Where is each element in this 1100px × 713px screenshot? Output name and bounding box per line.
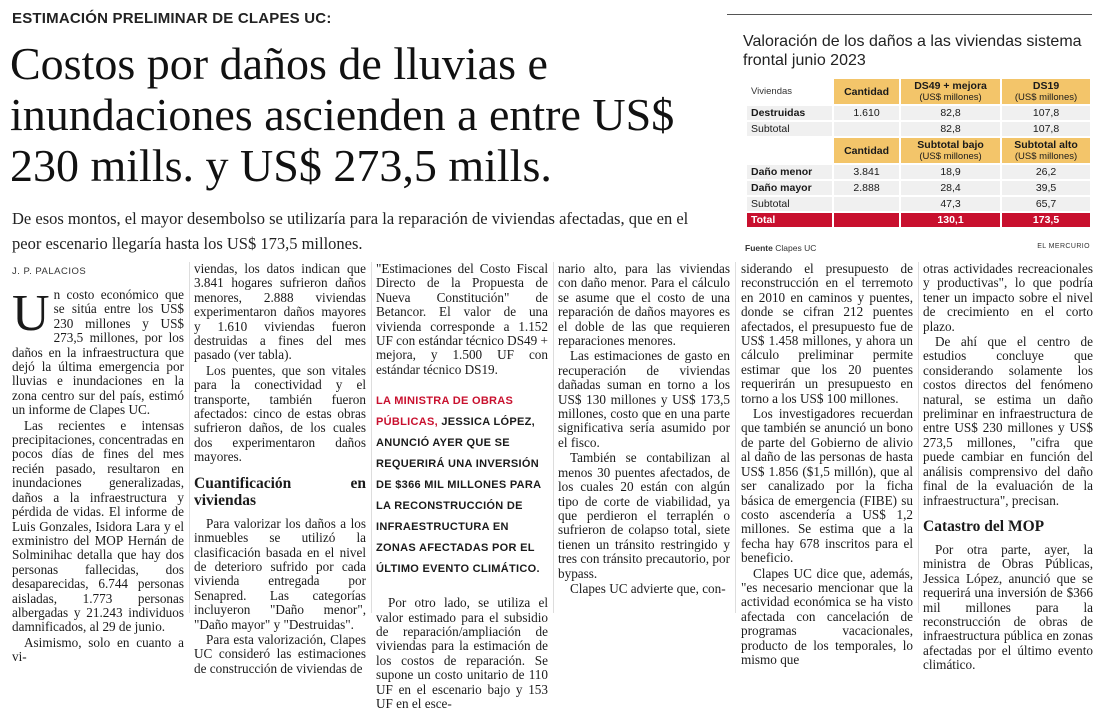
article-column-1 xyxy=(12,285,184,666)
paragraph: nario alto, para las viviendas con daño menor. Para el cálculo se asume que el costo de una reparación de daños mayores es el doble de las que requieren reparaciones menores. xyxy=(558,261,730,349)
paragraph: n costo económico que se sitúa entre los US$ 230 millones y US$ 273,5 millones, por los daños en la infraestructura que dejó la última emergencia por lluvias e inundaciones en la zona centro sur del país, estimó un informe de Clapes UC. xyxy=(12,287,184,418)
paragraph: También se contabilizan al menos 30 puentes afectados, de los cuales 20 están con algún tipo de corte de viabilidad, ya que perdieron el terraplén o sufrieron de colapso total, siete tienen un tránsito restringido y tres con tránsito precautorio, por bypass. xyxy=(558,450,730,581)
paragraph: siderando el presupuesto de reconstrucción en el terremoto en 2010 en caminos y puentes, donde se cifran 212 puentes afectados, el presupuesto fue de US$ 1.458 millones, y ahora un cálculo preliminar permite estimar que los 20 puentes requerirán un presupuesto en torno a los US$ 100 millones. xyxy=(741,261,913,406)
table-row: Subtotal 47,3 65,7 xyxy=(747,197,1090,211)
table-header-row xyxy=(747,138,1090,163)
table-total-row: Total 130,1 173,5 xyxy=(747,213,1090,227)
article-column-6 xyxy=(923,262,1093,674)
paragraph: viendas, los datos indican que 3.841 hogares sufrieron daños menores, 2.888 viviendas experimentaron daños mayores y 1.610 viviendas fueron destruidas a fines del mes pasado (ver tabla). xyxy=(194,261,366,363)
table-corner: Viviendas xyxy=(751,86,793,97)
infographic-rule xyxy=(727,14,1092,15)
column-header: Subtotal bajo (US$ millones) xyxy=(901,138,1000,163)
column-header: Subtotal alto (US$ millones) xyxy=(1002,138,1090,163)
table-row: Daño mayor 2.888 28,4 39,5 xyxy=(747,181,1090,195)
column-header: DS49 + mejora (US$ millones) xyxy=(901,79,1000,104)
paragraph: Los investigadores recuerdan que también se anunció un bono de parte del Gobierno de alivio al daño de las personas de hasta US$ 1.856 ($1,5 millón), que al ser canalizado por la ficha básica de emergencia (FIBE) su costo ascendería a US$ 1,2 millones. Se estima que a la fecha hay 678 inscritos para el beneficio. xyxy=(741,406,913,566)
pull-quote xyxy=(376,391,548,580)
paragraph: Los puentes, que son vitales para la conectividad y el transporte, también fueron afectados: cinco de estas obras sufrieron daños, de los cuales dos experimentaron daños mayores. xyxy=(194,362,366,465)
table-header-row xyxy=(747,79,1090,104)
paragraph: otras actividades recreacionales y productivas", lo que podría tener un impacto sobre el nivel de crecimiento en el corto plazo. xyxy=(923,261,1093,334)
paragraph: Clapes UC advierte que, con- xyxy=(570,580,726,596)
paragraph: Asimismo, solo en cuanto a vi- xyxy=(12,634,184,665)
article-column-4 xyxy=(558,262,730,597)
section-heading: Catastro del MOP xyxy=(923,517,1045,535)
paragraph: Las recientes e intensas precipitaciones, concentradas en pocos días de fines del mes recién pasado, resultaron en inundaciones generalizadas, daños a la infraestructura y pérdida de vidas. El informe de Luis Gonzales, Isidora Lara y el exministro del MOP Hernán de Solminihac detalla que hay dos personas fallecidas, dos desaparecidas, 6.744 personas aisladas, 1.773 personas albergadas y 21.243 individuos damnificados, al 29 de junio. xyxy=(12,417,184,635)
article-column-2 xyxy=(194,262,366,677)
paragraph: Las estimaciones de gasto en recuperación de viviendas dañadas suman en torno a los US$ 130 millones y US$ 173,5 millones, costo que en una parte significativa sería asumido por el fisco. xyxy=(558,348,730,450)
infographic-title: Valoración de los daños a las viviendas sistema frontal junio 2023 xyxy=(743,33,1082,69)
paragraph: Para valorizar los daños a los inmuebles se utilizó la clasificación basada en el nivel de deterioro sufrido por cada vivienda entregada por Senapred. Las categorías incluyeron "Daño menor", "Daño mayor" y "Destruidas". xyxy=(194,515,366,632)
table-row: Destruidas 1.610 82,8 107,8 xyxy=(747,106,1090,120)
drop-cap: U xyxy=(12,285,50,342)
table-row: Daño menor 3.841 18,9 26,2 xyxy=(747,165,1090,179)
paragraph: Por otra parte, ayer, la ministra de Obras Públicas, Jessica López, anunció que se requerirá una inversión de $366 mil millones para la reconstrucción de obras de infraestructura pública en zonas afectadas por el último evento climático. xyxy=(923,541,1093,673)
section-heading: Cuantificación en viviendas xyxy=(194,474,366,509)
damage-table xyxy=(745,77,1092,229)
infographic-source: Fuente Clapes UC xyxy=(745,243,817,253)
column-header: Cantidad xyxy=(834,138,899,163)
table-row: Subtotal 82,8 107,8 xyxy=(747,122,1090,136)
pull-quote-highlight: LA MINISTRA DE OBRAS PÚBLICAS, xyxy=(376,395,514,429)
headline: Costos por daños de lluvias e inundaciones ascienden a entre US$ 230 mills. y US$ 273,5 mills. xyxy=(10,38,675,191)
byline: J. P. PALACIOS xyxy=(12,266,87,277)
paragraph: "Estimaciones del Costo Fiscal Directo de la Propuesta de Nueva Constitución" de Betancor. El valor de una vivienda corresponde a 1.152 UF con estándar técnico DS49 + mejora, y 1.500 UF con estándar técnico DS19. xyxy=(376,261,548,377)
kicker: ESTIMACIÓN PRELIMINAR DE CLAPES UC: xyxy=(12,10,332,27)
column-header: DS19 (US$ millones) xyxy=(1002,79,1090,104)
paragraph: Para esta valorización, Clapes UC consideró las estimaciones de construcción de viviendas de xyxy=(194,631,366,676)
pull-quote-text: JESSICA LÓPEZ, ANUNCIÓ AYER QUE SE REQUERIRÁ UNA INVERSIÓN DE $366 MIL MILLONES PARA LA RECONSTRUCCIÓN DE INFRAESTRUCTURA EN ZONAS AFECTADAS POR EL ÚLTIMO EVENTO CLIMÁTICO. xyxy=(376,416,541,576)
paragraph: Clapes UC dice que, además, "es necesario mencionar que la actividad económica se ha visto afectada con cancelación de programas vacacionales, producto de los temporales, lo mismo que xyxy=(741,565,913,667)
paragraph: De ahí que el centro de estudios concluye que considerando solamente los costos directos del fenómeno natural, se estima un daño preliminar en infraestructura de entre US$ 230 millones y US$ 273,5 millones, "cifra que puede cambiar en función del análisis comprensivo del daño final de la evaluación de la infraestructura", precisan. xyxy=(923,334,1093,508)
infographic-credit: EL MERCURIO xyxy=(1037,243,1090,250)
paragraph: Por otro lado, se utiliza el valor estimado para el subsidio de reparación/ampliación de viviendas para la estimación de los costos de reparación. Se supone un costo unitario de 110 UF en el escenario bajo y 153 UF en el esce- xyxy=(376,595,548,712)
column-header: Cantidad xyxy=(834,79,899,104)
article-column-3 xyxy=(376,262,548,713)
article-column-5 xyxy=(741,262,913,668)
subheadline: De esos montos, el mayor desembolso se utilizaría para la reparación de viviendas afectadas, que en el peor escenario llegaría hasta los US$ 173,5 millones. xyxy=(12,209,689,253)
